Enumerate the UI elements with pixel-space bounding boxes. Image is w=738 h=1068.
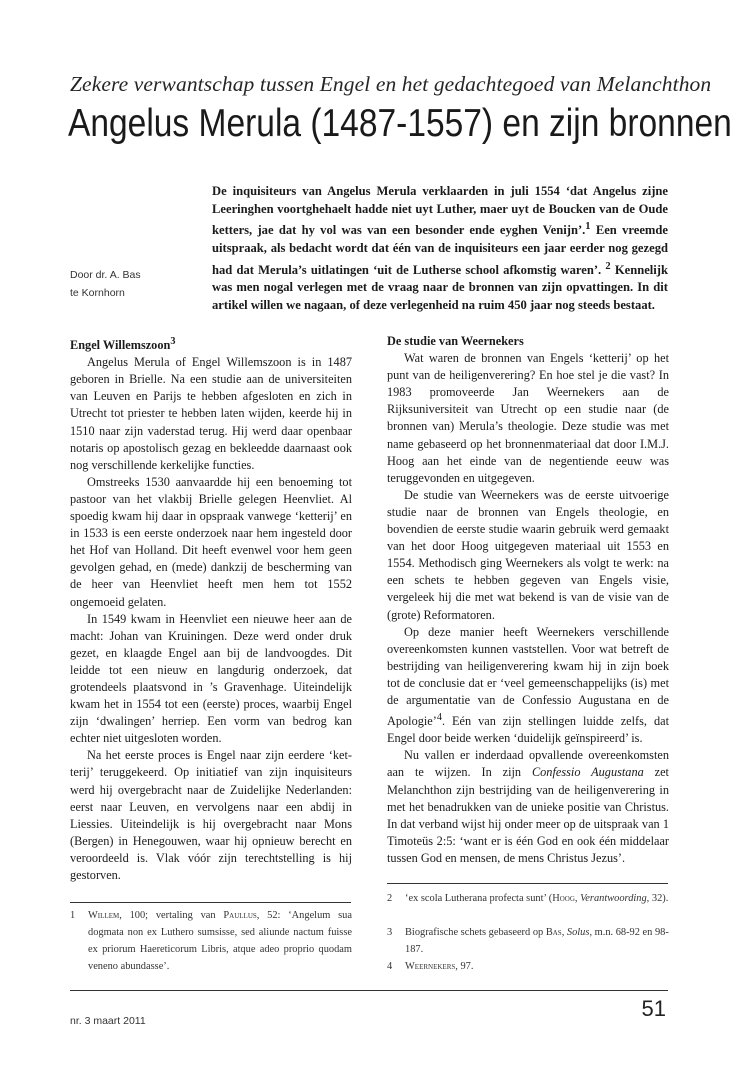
body-paragraph: De studie van Weernekers was de eerste uitvoerige studie naar de bronnen van Engels theologie, en bovendien de eerste studie waarin gebruik werd gemaakt van het door Hoog uitgegeven materiaal uit 1553 en 1554. Methodisch ging Weernekers als volgt te werk: na een schets te hebben gegeven van Engels visie, vergeleek hij die met wat bekend is van de visie van de (grote) Reformatoren.	[387, 487, 669, 622]
intro-text: Een vreemde uitspraak, als bedacht wordt dat één van de inquisiteurs een jaar eerder nog gezegd had dat Merula’s uitlatingen ‘uit de Lutherse school afkomstig waren’.	[212, 223, 669, 277]
footnote-number: 2	[387, 893, 393, 904]
body-paragraph: Na het eerste proces is Engel naar zijn eerdere ‘ketterij’ teruggekeerd. Op initiatief van zijn inquisiteurs werd hij overgebracht naar de Zuidelijke Nederlanden: eerst naar Leuven, en vervolgens naar een abdij in Liessies. Uiteindelijk is hij overgebracht naar Mons (Bergen) in Henegouwen, waar hij opnieuw berecht en veroordeeld is. Vlak vóór zijn terechtstelling is hij gestorven.	[70, 748, 352, 882]
author-name: Door dr. A. Bas	[70, 269, 141, 281]
issue-label: nr. 3 maart 2011	[70, 1015, 146, 1027]
article-title: Angelus Merula (1487-1557) en zijn bronnen	[68, 102, 732, 145]
right-column	[387, 333, 669, 867]
body-paragraph: Nu vallen er inderdaad opvallende overeenkomsten aan te wijzen. In zijn Confessio Augustana zet Melanchthon zijn bestrijding van de heiligenverering in met het benadrukken van de unieke positie van Christus. In dat verband wijst hij onder meer op de uitspraak van 1 Timoteüs 2:5: ‘want er is één God en ook één middelaar tussen God en mensen, de mens Christus Jezus’.	[387, 748, 669, 865]
book-title: Confessio Augustana	[531, 765, 644, 780]
footnote-divider	[70, 902, 351, 903]
body-paragraph: Omstreeks 1530 aanvaardde hij een benoeming tot pastoor van het vlakbij Brielle gelegen Heenvliet. Al spoedig kwam hij daar in opspraak vanwege ‘ketterij’ en in 1533 is een eerste onderzoek naar hem ingesteld door het Hof van Holland. Dit heeft evenwel voor hem geen gevolgen gehad, en (mede) dankzij de bescherming van de heer van Heenvliet heeft men hem tot 1552 ongemoeid gelaten.	[70, 474, 352, 609]
section-heading: De studie van Weernekers	[387, 334, 524, 348]
footnote-number: 4	[387, 961, 393, 972]
left-column	[70, 333, 352, 884]
footnote-ref[interactable]: 4	[436, 712, 442, 724]
intro-text: De inquisiteurs van Angelus Merula verklaarden in juli 1554 ‘dat Angelus zijne Leeringhen voortghehaelt hadde niet uyt Luther, maer uyt de Boucken van de Oude ketters, jae dat hy vol was van een besonder ende eyghen Venijn’.	[212, 184, 668, 238]
author-location: te Kornhorn	[70, 287, 125, 299]
footnote-divider	[387, 883, 668, 884]
footnote-text: Biografische schets gebaseerd op Bas, Solus, m.n. 68-92 en 98-187.	[405, 927, 669, 955]
footnote-number: 1	[70, 910, 76, 921]
footnote-ref[interactable]: 3	[170, 336, 176, 347]
page-number: 51	[641, 996, 666, 1021]
footer-divider	[70, 990, 668, 991]
footnote-ref[interactable]: 2	[605, 260, 611, 272]
footnote-text: Weernekers, 97.	[405, 961, 474, 972]
body-paragraph: Angelus Merula of Engel Willemszoon is in 1487 geboren in Brielle. Na een studie aan de universiteiten van Leuven en Parijs te hebben afgesloten en zich in Utrecht tot priester te hebben laten wijden, keerde hij in 1510 naar zijn vaderstad terug. Hij werd daar openbaar notaris op apostolisch gezag en bekleedde daarnaast ook nog verschillende kerkelijke functies.	[70, 355, 352, 472]
footnote-text: ‘ex scola Lutherana profecta sunt’ (Hoog, Verantwoording, 32).	[405, 893, 669, 904]
body-paragraph: Op deze manier heeft Weernekers verschillende overeenkomsten kunnen vaststellen. Voor wat betreft de bestrijding van heiligenverering kwam hij in zijn boek tot de conclusie dat er ‘veel gemeenschappelijks (is) met de argumentatie van de Confessio Augustana en de Apologie’$^4$. Eén van zijn stellingen luidde zelfs, dat Engel door beide werken ‘duidelijk geïnspireerd’ is.	[387, 624, 669, 746]
footnote-number: 3	[387, 927, 393, 938]
footnote-text: Willem, 100; vertaling van Paullus, 52: ‘Angelum sua dogmata non ex Luthero sumsisse, sed aliunde nactum fuisse ex priorum Haereticorum Libris, atque adeo proprio quodam veneno abundasse’.	[88, 910, 352, 972]
intro-text: Kennelijk was men nogal verlegen met de vraag naar de bronnen van zijn opvattingen. In dit artikel willen we nagaan, of deze verlegenheid na ruim 450 jaar nog steeds bestaat.	[212, 262, 668, 312]
footnote-ref[interactable]: 1	[585, 221, 591, 233]
section-heading: Engel Willemszoon$^3$	[70, 336, 176, 353]
author-block	[70, 266, 141, 302]
article-subtitle: Zekere verwantschap tussen Engel en het gedachtegoed van Melanchthon	[70, 72, 712, 96]
body-paragraph: In 1549 kwam in Heenvliet een nieuwe heer aan de macht: Johan van Kruiningen. Deze werd onder druk gezet, en klaagde Engel aan bij de landvoogdes. Dit leidde tot een nieuw en langdurig onderzoek, dat grotendeels plaatsvond in ’s Gravenhage. Uiteindelijk kwam het in 1554 tot een (eerste) proces, waarbij Engel zijn ‘dwalingen’ herriep. Een vorm van bedrog kan echter niet uitgesloten worden.	[70, 611, 352, 746]
body-paragraph: Wat waren de bronnen van Engels ‘ketterij’ op het punt van de heiligenverering? En hoe stel je die vast? In 1983 promoveerde Jan Weernekers aan de Rijksuniversiteit van Utrecht op een studie naar (de bronnen van) Merula’s theologie. Deze studie was met name gebaseerd op het bronnenmateriaal dat door I.M.J. Hoog aan het einde van de negentiende eeuw was teruggevonden en uitgegeven.	[387, 351, 669, 485]
intro-paragraph	[212, 183, 668, 315]
